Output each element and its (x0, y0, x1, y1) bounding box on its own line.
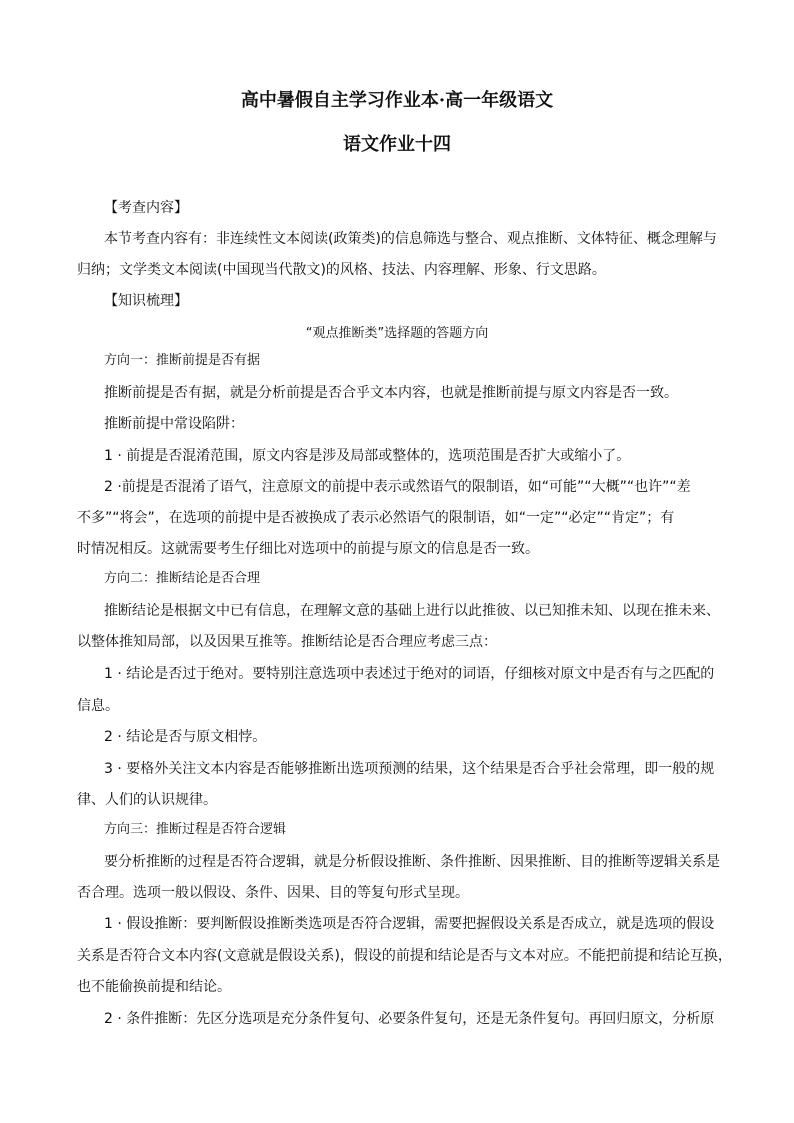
direction-3-p4: 关系是否符合文本内容(文意就是假设关系)，假设的前提和结论是否与文本对应。不能把前提和结论互换， (77, 948, 732, 964)
direction-1-p1: 推断前提是否有据，就是分析前提是否合乎文本内容，也就是推断前提与原文内容是否一致。 (104, 385, 678, 401)
direction-3-p2: 否合理。选项一般以假设、条件、因果、目的等复句形式呈现。 (77, 885, 469, 901)
direction-2-p6: 3 · 要格外关注文本内容是否能够推断出选项预测的结果，这个结果是否合乎社会常理，即一般的规 (104, 761, 715, 777)
document-subtitle: 语文作业十四 (343, 134, 451, 155)
exam-content-line-2: 归纳；文学类文本阅读(中国现当代散文)的风格、技法、内容理解、形象、行文思路。 (77, 262, 606, 278)
direction-1-p6: 时情况相反。这就需要考生仔细比对选项中的前提与原文的信息是否一致。 (77, 541, 539, 557)
exam-content-heading: 【考查内容】 (104, 200, 188, 216)
exam-content-line-1: 本节考查内容有：非连续性文本阅读(政策类)的信息筛选与整合、观点推断、文体特征、概念理解与 (104, 231, 717, 247)
direction-3-p1: 要分析推断的过程是否符合逻辑，就是分析假设推断、条件推断、因果推断、目的推断等逻辑关系是 (104, 854, 720, 870)
section-center-heading: “观点推断类”选择题的答题方向 (305, 326, 489, 341)
direction-1-p4: 2 ·前提是否混淆了语气，注意原文的前提中表示或然语气的限制语，如“可能”“大概”“也许”“差 (104, 479, 691, 495)
direction-3-p3: 1 · 假设推断：要判断假设推断类选项是否符合逻辑，需要把握假设关系是否成立，就是选项的假设 (104, 916, 715, 932)
direction-1-label: 方向一：推断前提是否有据 (104, 353, 261, 368)
direction-1-p3: 1 · 前提是否混淆范围，原文内容是涉及局部或整体的，选项范围是否扩大或缩小了。 (104, 448, 631, 464)
direction-1-p2: 推断前提中常设陷阱： (104, 416, 244, 432)
direction-3-p5: 也不能偷换前提和结论。 (77, 979, 231, 995)
direction-2-p3: 1 · 结论是否过于绝对。要特别注意选项中表述过于绝对的词语，仔细核对原文中是否有与之匹配的 (104, 666, 715, 682)
direction-2-p2: 以整体推知局部，以及因果互推等。推断结论是否合理应考虑三点： (77, 634, 497, 650)
direction-1-p5: 不多”“将会”，在选项的前提中是否被换成了表示必然语气的限制语，如“一定”“必定”“肯定”；有 (77, 510, 675, 526)
document-title: 高中暑假自主学习作业本·高一年级语文 (240, 90, 554, 111)
direction-2-p1: 推断结论是根据文中已有信息，在理解文意的基础上进行以此推彼、以已知推未知、以现在推未来、 (104, 603, 720, 619)
knowledge-heading: 【知识梳理】 (104, 293, 188, 309)
direction-2-label: 方向二：推断结论是否合理 (104, 571, 261, 586)
direction-3-p6: 2 · 条件推断：先区分选项是充分条件复句、必要条件复句，还是无条件复句。再回归原文，分析原 (104, 1011, 715, 1027)
direction-2-p7: 律、人们的认识规律。 (77, 792, 217, 808)
direction-2-p5: 2 · 结论是否与原文相悖。 (104, 729, 267, 745)
direction-2-p4: 信息。 (77, 698, 119, 714)
direction-3-label: 方向三：推断过程是否符合逻辑 (104, 822, 287, 837)
